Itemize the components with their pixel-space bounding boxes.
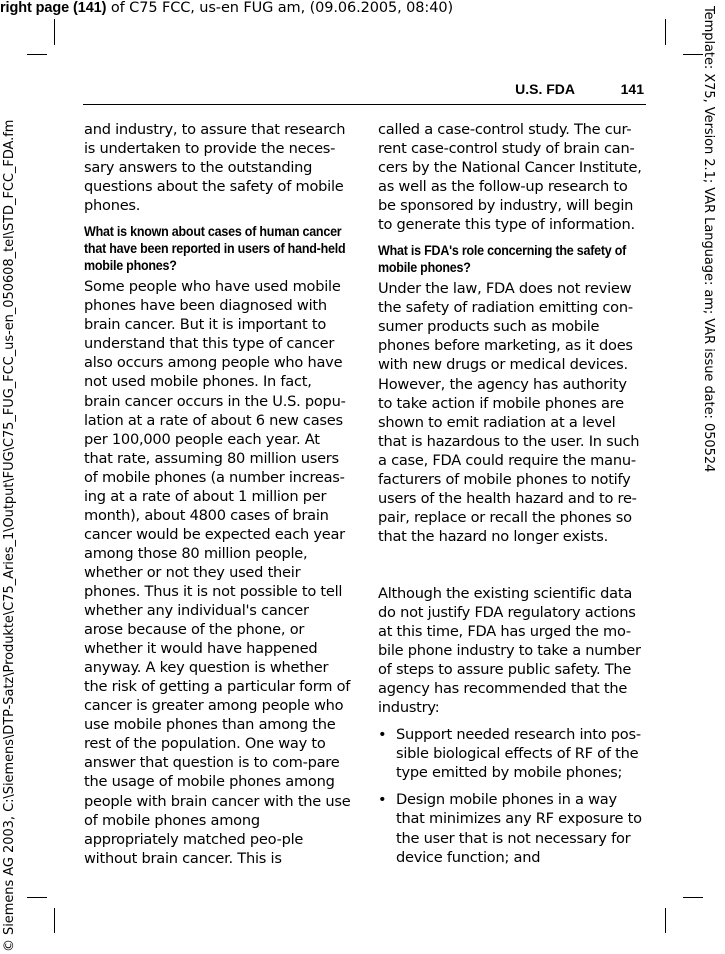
crop-mark xyxy=(54,19,55,45)
question-heading: What is FDA's role concerning the safety of mobile phones? xyxy=(378,243,627,276)
running-header-title: U.S. FDA xyxy=(515,81,575,97)
crop-mark xyxy=(27,54,47,55)
crop-mark xyxy=(683,897,703,898)
crop-mark xyxy=(27,897,47,898)
answer-paragraph: Under the law, FDA does not review the safety of radiation emitting con-sumer products such as mobile phones before marketing, as it does with new drugs or medical devices. However, the agency has authority to take action if mobile phones are shown to emit radiation at a level that is hazardous to the user. In such a case, FDA could require the manu-facturers of mobile phones to notify users of the health hazard and to re-pair, replace or recall the phones so that the hazard no longer exists. xyxy=(378,280,640,545)
left-column xyxy=(84,120,351,868)
top-info-bold: right page (141) xyxy=(0,0,107,16)
bullet-icon: • xyxy=(378,726,387,744)
question-heading: What is known about cases of human cancer that have been reported in users of hand-held mobile phones? xyxy=(84,224,346,274)
top-info-rest: of C75 FCC, us-en FUG am, (09.06.2005, 08:40) xyxy=(106,0,454,16)
crop-mark xyxy=(54,908,55,933)
intro-paragraph: and industry, to assure that research is undertaken to provide the neces-sary answers to the outstanding questions about the safety of mobile phones. xyxy=(84,121,346,215)
list-item-text: Design mobile phones in a way that minimizes any RF exposure to the user that is not necessary for device function; and xyxy=(396,791,642,866)
crop-mark xyxy=(665,908,666,933)
page-number: 141 xyxy=(620,81,644,97)
intro-paragraph: called a case-control study. The cur-rent case-control study of brain can-cers by the National Cancer Institute, as well as the follow-up research to be sponsored by industry, will begin to generate this type of information. xyxy=(378,121,642,234)
bullet-icon: • xyxy=(378,791,387,809)
crop-mark xyxy=(665,19,666,45)
list-item-text: Support needed research into pos-sible biological effects of RF of the type emitted by mobile phones; xyxy=(396,726,641,782)
top-info-line xyxy=(0,0,725,16)
answer-paragraph: Some people who have used mobile phones have been diagnosed with brain cancer. But it is important to understand that this type of cancer also occurs among people who have not used mobile phones. In fact, brain cancer occurs in the U.S. popu-lation at a rate of about 6 new cases per 100,000 people each year. At that rate, assuming 80 million users of mobile phones (a number increas-ing at a rate of about 1 million per month), about 4800 cases of brain cancer would be expected each year among those 80 million people, whether or not they used their phones. Thus it is not possible to tell whether any individual's cancer arose because of the phone, or whether it would have happened anyway. A key question is whether the risk of getting a particular form of cancer is greater among people who use mobile phones than among the rest of the population. One way to answer that question is to com-pare the usage of mobile phones among people with brain cancer with the use of mobile phones among appropriately matched peo-ple without brain cancer. This is xyxy=(84,278,351,867)
recommendations-paragraph: Although the existing scientific data do not justify FDA regulatory actions at this time, FDA has urged the mo-bile phone industry to take a number of steps to assure public safety. The agency has recommended that the industry: xyxy=(378,584,641,717)
right-column xyxy=(378,120,645,875)
header-rule xyxy=(83,104,646,105)
crop-mark xyxy=(683,54,703,55)
recommendation-list xyxy=(378,725,645,866)
list-item xyxy=(378,725,645,782)
template-info-vertical: Template: X75, Version 2.1; VAR Language: am; VAR issue date: 050524 xyxy=(701,6,716,473)
list-item xyxy=(378,790,645,866)
copyright-path-vertical: © Siemens AG 2003, C:\Siemens\DTP-Satz\Produkte\C75_Aries_1\Output\FUG\C75_FUG_FCC_us-en_050608_tel\STD_FCC_FDA.fm xyxy=(2,119,17,952)
